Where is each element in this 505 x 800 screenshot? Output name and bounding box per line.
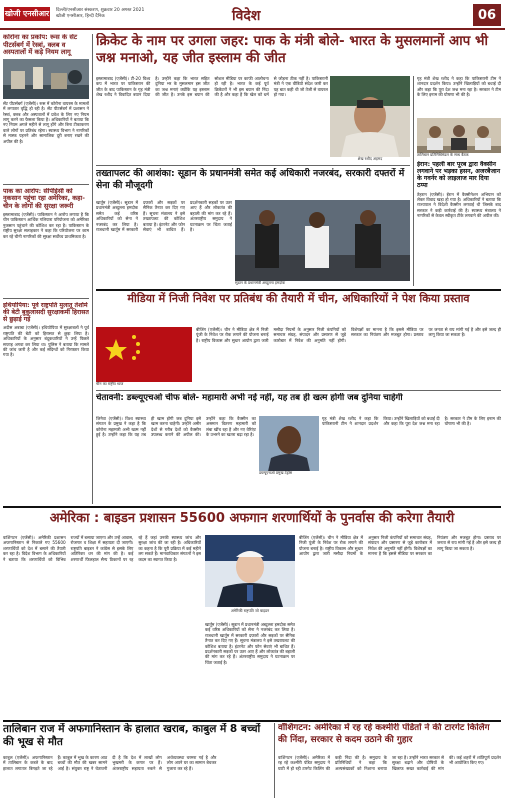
photo-russia [3,59,89,99]
china-headline-block [96,292,501,324]
china-body: बीजिंग (एजेंसी)। चीन ने मीडिया क्षेत्र में निजी पूंजी के निवेश पर रोक लगाने की योजना बनाई है। राष्ट्रीय विकास और सुधार आयोग द्वारा जारी मसौदा नियमों के अनुसार निजी कंपनियों को समाचार संग्रह, संपादन और प्रसारण से जुड़े कारोबार में निवेश की अनुमति नहीं होगी। विशेषज्ञों का मानना है कि इससे मीडिया पर सरकार का नियंत्रण और मजबूत होगा। प्रस्ताव पर जनता से राय मांगी गई है और इसे जल्द ही लागू किया जा सकता है। [196,327,501,343]
usa-photo [205,535,295,607]
body-ethiopia: अदीस अबाबा (एजेंसी)। इथियोपिया में सुरक्षाबलों ने पूर्व राष्ट्रपति की बेटी को हिरासत से छुड़ा लिया है। अधिकारियों के अनुसार बंदूकधारियों ने उन्हें पिछले सप्ताह अगवा कर लिया था। पुलिस ने बताया कि मामले की जांच जारी है और कई संदिग्धों को गिरफ्तार किया गया है। [3,325,89,358]
taliban-headline-block [3,723,271,753]
who-body-continued: गृह मंत्री शेख रशीद ने कहा कि पाकिस्तानी टीम ने शानदार प्रदर्शन किया। उन्होंने खिलाड़ियों को बधाई दी और कहा कि पूरा देश जश्न मना रहा है। सरकार ने टीम के लिए इनाम की घोषणा भी की है। [322,416,501,427]
china-photo-caption: चीन का राष्ट्रीय ध्वज [96,382,192,387]
body-russia: सेंट पीटर्सबर्ग (एजेंसी)। रूस में कोरोना वायरस के मामलों में लगातार वृद्धि हो रही है। सेंट पीटर्सबर्ग में प्रशासन ने रेस्त्रां, क्लब और अस्पतालों में प्रवेश के लिए नए नियम लागू करने का फैसला किया है। अधिकारियों ने बताया कि नए नियम अगले महीने से लागू होंगे और बिना टीकाकरण वाले लोगों पर प्रतिबंध रहेगा। स्वास्थ्य विभाग ने नागरिकों से मास्क पहनने और सामाजिक दूरी बनाए रखने की अपील की है। [3,100,89,144]
divider [3,720,501,722]
headline-russia: कोरोना का प्रकोप: रूस के सेंट पीटर्सबर्ग में रेस्त्रां, क्लब व अस्पतालों में कड़े नियम लागू [3,34,78,57]
who-body-left: जिनेवा (एजेंसी)। विश्व स्वास्थ्य संगठन के प्रमुख ने कहा है कि कोरोना महामारी अभी खत्म नहीं हुई है। उन्होंने कहा कि यह तब ही खत्म होगी जब दुनिया इसे खत्म करना चाहेगी। उन्होंने अमीर देशों से गरीब देशों को वैक्सीन उपलब्ध कराने की अपील की। उन्होंने कहा कि वैक्सीन का असमान वितरण महामारी को लंबा खींच रहा है और नए वेरिएंट के उभरने का खतरा बढ़ा रहा है। [96,416,256,438]
photo-russia-graphic [3,59,89,99]
masthead-info [56,8,226,20]
usa-body-right [299,535,501,717]
headline-ethiopia: इथियोपिया: पूर्व राष्ट्रपति मुलातू तेशोमे की बेटी बुकुलासदी सुरक्षाकर्मी हिरासत से छुड़ाई गई [3,302,89,324]
kashmir-headline: वॉशिंगटन: अमेरिका में रह रहे कश्मीरी पंडितों ने की टारगेट किलिंग की निंदा, सरकार से कदम उठाने की गुहार [278,723,490,745]
divider [96,165,410,166]
who-photo-graphic [259,416,319,476]
iran-body: तेहरान (एजेंसी)। ईरान में वैक्सीनेशन अभियान को लेकर विवाद खड़ा हो गया है। अधिकारियों ने बताया कि राज्यपाल ने विदेशी वैक्सीन लगवाई थी जिसके बाद सरकार ने कड़ी कार्रवाई की है। स्वास्थ्य मंत्रालय ने नागरिकों से केवल स्वीकृत टीके लगवाने की अपील की। [417,191,501,219]
china-photo [96,327,192,387]
taliban-headline: तालिबान राज में अफगानिस्तान के हालात खराब, काबुल में 8 बच्चों की भूख से मौत [3,723,261,748]
divider [3,506,501,508]
china-headline: मीडिया में निजी निवेश पर प्रतिबंध की तैयारी में चीन, अधिकारियों ने पेश किया प्रस्ताव [127,292,470,305]
column-divider [413,76,414,286]
masthead-info-line1: दिल्ली/एनसीआर संस्करण, शुक्रवार 20 अगस्त 2021 [56,8,145,13]
lead-photo [330,76,410,162]
left-column-story-1 [3,34,89,182]
body-pakistan-cpec: इस्लामाबाद (एजेंसी)। पाकिस्तान ने आरोप लगाया है कि चीन पाकिस्तान आर्थिक गलियारा परियोजना को अमेरिका नुकसान पहुंचाने की कोशिश कर रहा है। पाकिस्तान के राष्ट्रीय सुरक्षा सलाहकार ने कहा कि परियोजना पर काम कर रहे चीनी नागरिकों की सुरक्षा सर्वोच्च प्राथमिकता है। [3,212,89,239]
kashmir-body: वाशिंगटन (एजेंसी)। अमेरिका में रह रहे कश्मीरी पंडित समुदाय ने घाटी में हो रही टारगेट किलिंग की कड़ी निंदा की है। समुदाय के प्रतिनिधियों ने कहा कि अल्पसंख्यकों को निशाना बनाया जा रहा है। उन्होंने भारत सरकार से सुरक्षा बढ़ाने और दोषियों के खिलाफ सख्त कार्रवाई की मांग की। कई शहरों में शांतिपूर्ण प्रदर्शन भी आयोजित किए गए। [278,755,501,771]
masthead [0,0,505,30]
lead-headline-block [96,33,501,73]
kashmir-headline-block [278,723,501,753]
left-column-story-2 [3,188,89,296]
page-number: 06 [473,4,501,26]
section-title: विदेश [232,8,261,24]
sudan-photo-caption: सूडान के प्रधानमंत्री अब्दुल्ला हमदोक [235,281,410,286]
divider [96,289,501,291]
sudan-body: खार्तूम (एजेंसी)। सूडान में प्रधानमंत्री अब्दुल्ला हमदोक समेत कई वरिष्ठ अधिकारियों को सेना ने नजरबंद कर लिया है। राजधानी खार्तूम में सरकारी दफ्तरों और सड़कों पर सैनिक तैनात कर दिए गए हैं। सूचना मंत्रालय ने इसे तख्तापलट की कोशिश बताया है। इंटरनेट और फोन सेवाएं भी बाधित हैं। प्रदर्शनकारी सड़कों पर उतर आए हैं और लोकतंत्र की बहाली की मांग कर रहे हैं। अंतरराष्ट्रीय समुदाय ने घटनाक्रम पर चिंता जताई है। [96,200,232,233]
who-headline: चेतावनी: डब्ल्यूएचओ चीफ बोले- महामारी अभी नई नहीं, यह तब ही खत्म होगी जब दुनिया चाहेगी [96,393,403,403]
usa-headline: अमेरिका : बाइडन प्रशासन 55600 अफगान शरणार्थियों के पुनर्वास की करेगा तैयारी [49,511,455,526]
masthead-info-line2: खोजी एनसीआर, हिन्दी दैनिक [56,14,105,19]
brand-logo: खोजी एनसीआर [4,7,50,21]
lead-photo-caption: शेख रशीद अहमद [330,157,410,162]
column-divider [92,34,93,504]
china-flag-graphic [96,327,192,387]
usa-body-left: वाशिंगटन (एजेंसी)। अमेरिकी प्रशासन अफगानिस्तान से निकाले गए 55600 शरणार्थियों को देश में बसाने की तैयारी कर रहा है। विदेश विभाग के अधिकारियों ने बताया कि शरणार्थियों को विभिन्न राज्यों में बसाया जाएगा और उन्हें आवास, रोजगार व शिक्षा में सहायता दी जाएगी। राष्ट्रपति बाइडन ने कांग्रेस से इसके लिए अतिरिक्त धन की मांग की है। कई शरणार्थी फिलहाल सैन्य ठिकानों पर रह रहे हैं जहां उनकी स्वास्थ्य जांच और सुरक्षा जांच की जा रही है। अधिकारियों का कहना है कि पूरी प्रक्रिया में कई महीने लग सकते हैं। मानवाधिकार संगठनों ने इस कदम का स्वागत किया है। [3,535,201,562]
usa-photo-caption: अमेरिकी राष्ट्रपति जो बाइडन [205,609,295,614]
usa-photo-graphic [205,535,295,607]
who-body-right [322,416,501,501]
who-headline-block [96,393,501,413]
iran-story [417,161,501,286]
divider [96,390,501,391]
who-photo-caption: डब्ल्यूएचओ प्रमुख टेड्रोस [259,471,319,476]
lead-photo-graphic [330,76,410,162]
sudan-headline: तख्तापलट की आशंका: सूडान के प्रधानमंत्री समेत कई अधिकारी नजरबंद, सरकारी दफ्तरों में सेना की मौजूदगी [96,168,405,191]
headline-pakistan-cpec: पाक का आरोप: सीपीईसी को नुकसान पहुंचा रहा अमेरिका, कहा- चीन के लोगों की सुरक्षा जरूरी [3,188,85,210]
right-column-body-top: गृह मंत्री शेख रशीद ने कहा कि पाकिस्तानी टीम ने शानदार प्रदर्शन किया। उन्होंने खिलाड़ियों को बधाई दी और कहा कि पूरा देश जश्न मना रहा है। सरकार ने टीम के लिए इनाम की घोषणा भी की है। [417,76,501,98]
right-column-photo [417,118,501,158]
lead-headline: क्रिकेट के नाम पर उगला जहर: पाक के मंत्री बोले- भारत के मुसलमानों आप भी जश्न मनाओ, यह जीत इस्लाम की जीत [96,33,489,66]
usa-body-continued-2: खार्तूम (एजेंसी)। सूडान में प्रधानमंत्री अब्दुल्ला हमदोक समेत कई वरिष्ठ अधिकारियों को सेना ने नजरबंद कर लिया है। राजधानी खार्तूम में सरकारी दफ्तरों और सड़कों पर सैनिक तैनात कर दिए गए हैं। सूचना मंत्रालय ने इसे तख्तापलट की कोशिश बताया है। इंटरनेट और फोन सेवाएं भी बाधित हैं। प्रदर्शनकारी सड़कों पर उतर आए हैं और लोकतंत्र की बहाली की मांग कर रहे हैं। अंतरराष्ट्रीय समुदाय ने घटनाक्रम पर चिंता जताई है। [205,622,295,665]
sudan-photo [235,200,410,286]
sudan-photo-graphic [235,200,410,286]
sudan-headline-block [96,168,410,198]
left-column-story-3 [3,302,89,500]
column-divider [274,723,275,798]
divider [3,184,89,185]
divider [3,298,89,299]
who-photo [259,416,319,476]
taliban-body: काबुल (एजेंसी)। अफगानिस्तान में तालिबान के कब्जे के बाद हालात लगातार बिगड़ते जा रहे हैं। काबुल में भूख के कारण आठ बच्चों की मौत की खबर सामने आई है। संयुक्त राष्ट्र ने चेतावनी दी है कि देश में लाखों लोग भुखमरी के कगार पर हैं। अंतरराष्ट्रीय सहायता रुकने से अर्थव्यवस्था चरमरा गई है और लोग अपने घर का सामान बेचकर गुजारा कर रहे हैं। [3,755,217,771]
right-column-photo-caption: तालिबान प्रतिनिधिमंडल के साथ बैठक [417,153,501,158]
iran-headline: ईरान: पहली बार पूरब द्वारा वैक्सीन लगवाने पर भड़का हसन, अजरबैजान के गवर्नर को लाइलाज मार दिया ठप्पा [417,161,501,190]
usa-body-under-photo [205,622,295,717]
usa-body-continued: बीजिंग (एजेंसी)। चीन ने मीडिया क्षेत्र में निजी पूंजी के निवेश पर रोक लगाने की योजना बनाई है। राष्ट्रीय विकास और सुधार आयोग द्वारा जारी मसौदा नियमों के अनुसार निजी कंपनियों को समाचार संग्रह, संपादन और प्रसारण से जुड़े कारोबार में निवेश की अनुमति नहीं होगी। विशेषज्ञों का मानना है कि इससे मीडिया पर सरकार का नियंत्रण और मजबूत होगा। प्रस्ताव पर जनता से राय मांगी गई है और इसे जल्द ही लागू किया जा सकता है। [299,535,501,557]
usa-headline-block [3,509,501,531]
lead-body: इस्लामाबाद (एजेंसी)। टी-20 विश्व कप में भारत पर पाकिस्तान की जीत के बाद पाकिस्तान के गृह मंत्री शेख रशीद ने विवादित बयान दिया है। उन्होंने कहा कि भारत सहित दुनिया भर के मुसलमान इस जीत का जश्न मनाएं क्योंकि यह इस्लाम की जीत है। उनके इस बयान की सोशल मीडिया पर काफी आलोचना हो रही है। भारत के कई पूर्व क्रिकेटरों ने भी इस बयान की निंदा की है और कहा है कि खेल को धर्म से जोड़ना ठीक नहीं है। पाकिस्तानी मंत्री ने एक वीडियो संदेश जारी कर यह बात कही थी जो तेजी से वायरल हो गया। [96,76,328,98]
